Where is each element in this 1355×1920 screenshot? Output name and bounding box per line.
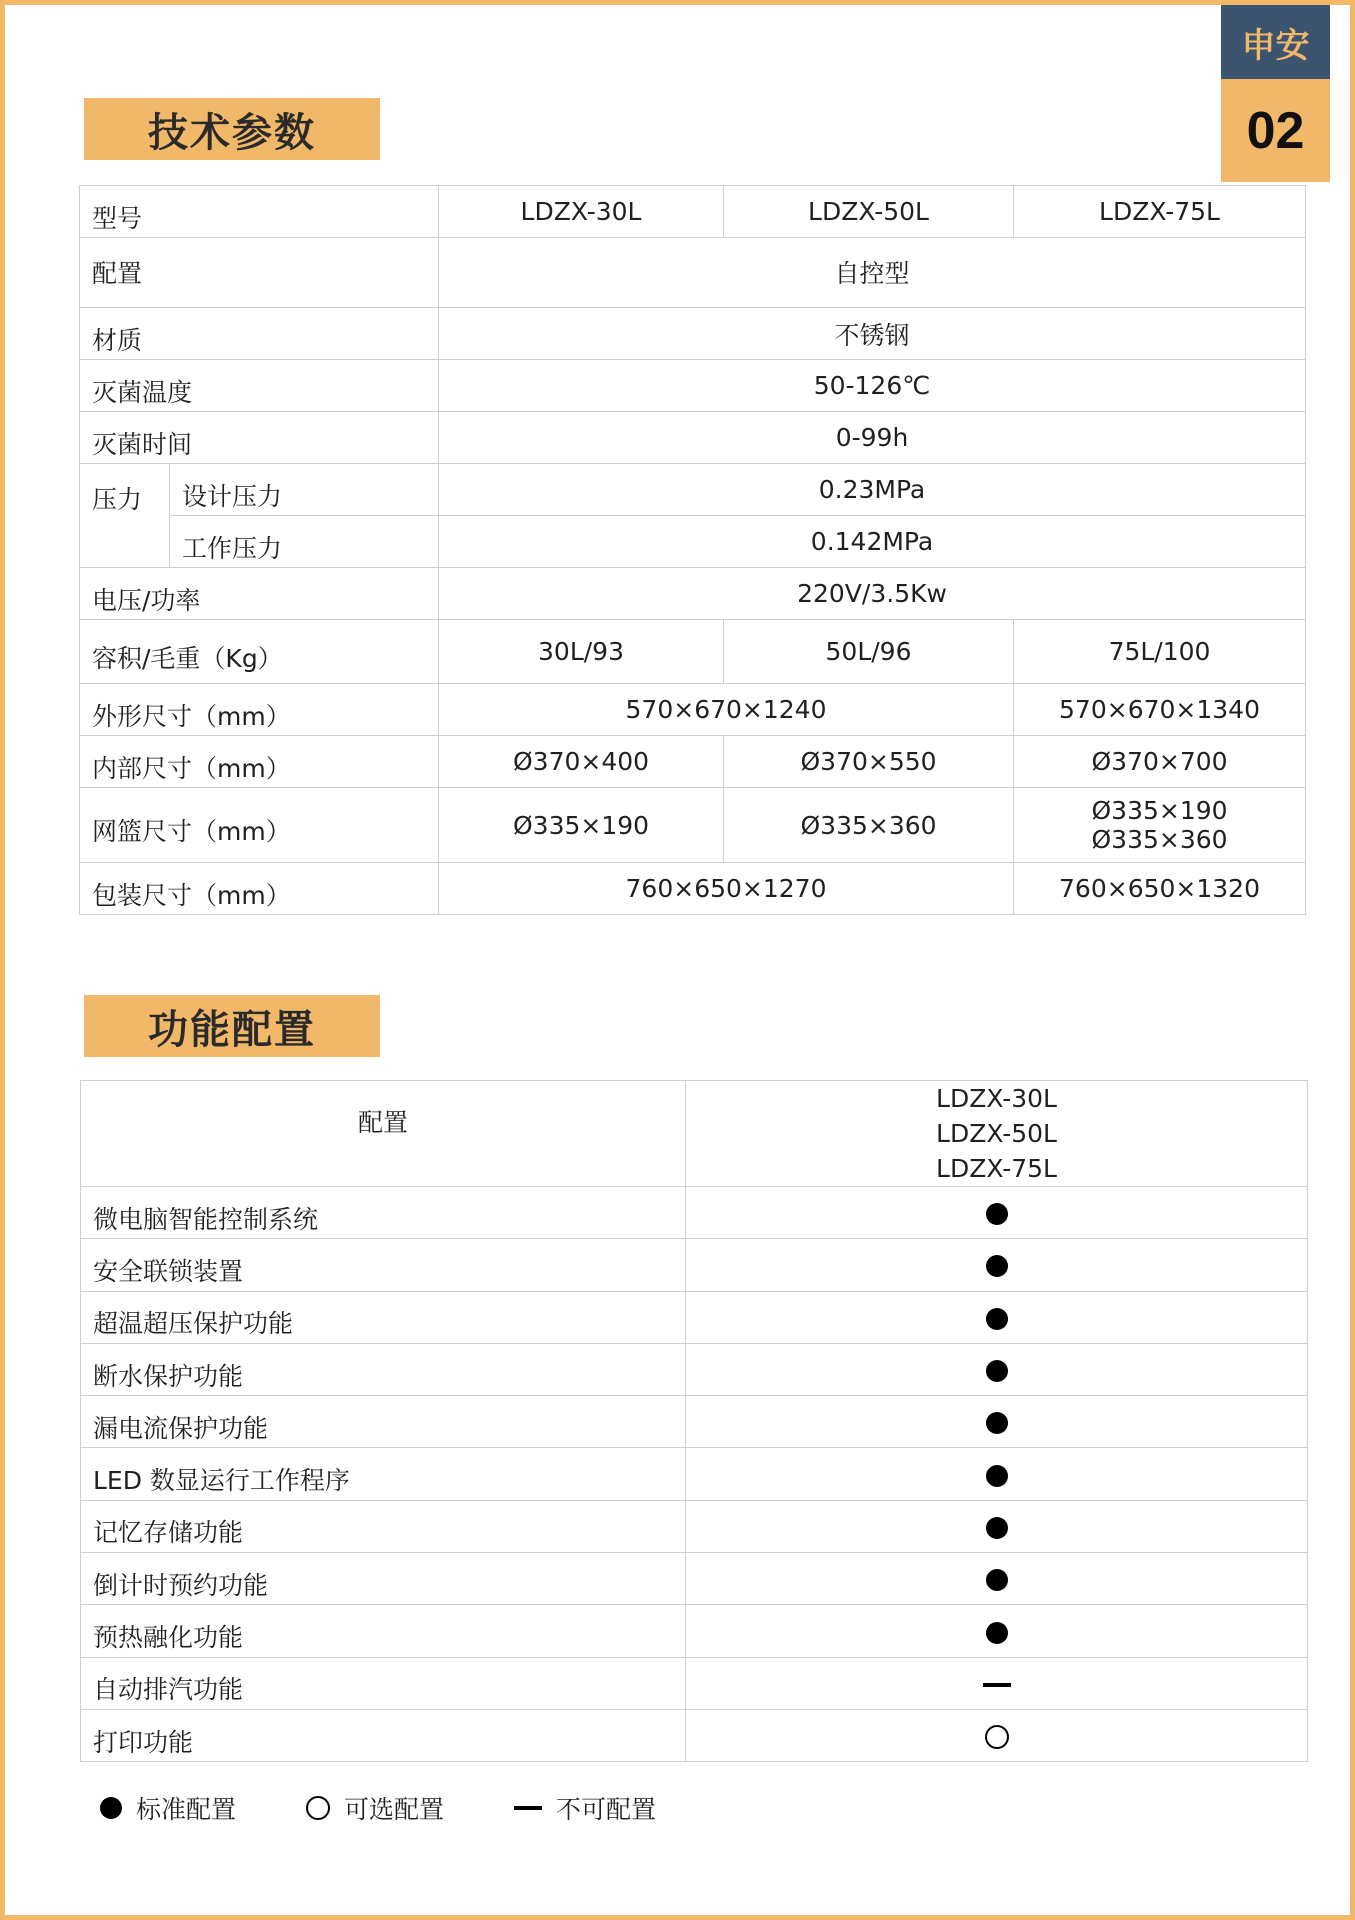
page-number: 02 xyxy=(1221,79,1330,182)
feature-mark xyxy=(686,1553,1308,1605)
row-label: 灭菌时间 xyxy=(80,412,439,464)
open-circle-icon xyxy=(985,1725,1009,1749)
table-row xyxy=(80,516,1306,568)
legend xyxy=(100,1790,726,1826)
cell: 自控型 xyxy=(439,238,1306,308)
model-name: LDZX-50L xyxy=(936,1119,1057,1148)
feature-mark xyxy=(686,1343,1308,1395)
cell: 0.23MPa xyxy=(439,464,1306,516)
open-circle-icon xyxy=(306,1796,330,1820)
filled-circle-icon xyxy=(100,1797,122,1819)
table-row xyxy=(81,1553,1308,1605)
func-section-title: 功能配置 xyxy=(84,995,380,1057)
table-row xyxy=(81,1187,1308,1239)
table-row xyxy=(81,1396,1308,1448)
feature-mark xyxy=(686,1448,1308,1500)
legend-optional xyxy=(306,1790,444,1826)
table-row xyxy=(80,186,1306,238)
cell: 不锈钢 xyxy=(439,308,1306,360)
filled-circle-icon xyxy=(986,1412,1008,1434)
row-label: 灭菌温度 xyxy=(80,360,439,412)
feature-mark xyxy=(686,1709,1308,1761)
table-row xyxy=(81,1709,1308,1761)
table-row xyxy=(81,1448,1308,1500)
model-name: LDZX-75L xyxy=(936,1154,1057,1183)
table-header-row xyxy=(81,1081,1308,1187)
cell: LDZX-30L xyxy=(439,186,724,238)
cell: 760×650×1270 xyxy=(439,863,1014,915)
feature-label: 打印功能 xyxy=(81,1709,686,1761)
table-row xyxy=(81,1500,1308,1552)
sub-label: 设计压力 xyxy=(170,464,439,516)
legend-label: 标准配置 xyxy=(136,1795,237,1824)
feature-label: 倒计时预约功能 xyxy=(81,1553,686,1605)
table-row xyxy=(80,360,1306,412)
filled-circle-icon xyxy=(986,1622,1008,1644)
cell: 30L/93 xyxy=(439,620,724,684)
feature-label: 漏电流保护功能 xyxy=(81,1396,686,1448)
feature-label: 自动排汽功能 xyxy=(81,1657,686,1709)
cell-line: Ø335×360 xyxy=(1091,825,1228,854)
filled-circle-icon xyxy=(986,1360,1008,1382)
feature-mark xyxy=(686,1500,1308,1552)
row-label: 内部尺寸（mm） xyxy=(80,736,439,788)
cell: 50L/96 xyxy=(724,620,1014,684)
sub-label: 工作压力 xyxy=(170,516,439,568)
feature-mark xyxy=(686,1187,1308,1239)
row-label: 外形尺寸（mm） xyxy=(80,684,439,736)
table-row xyxy=(80,684,1306,736)
table-row xyxy=(81,1343,1308,1395)
legend-unavailable xyxy=(514,1790,656,1826)
cell: Ø335×360 xyxy=(724,788,1014,863)
feature-mark xyxy=(686,1239,1308,1291)
cell: 570×670×1240 xyxy=(439,684,1014,736)
feature-label: LED 数显运行工作程序 xyxy=(81,1448,686,1500)
feature-mark xyxy=(686,1291,1308,1343)
dash-icon xyxy=(514,1806,542,1810)
cell xyxy=(1014,788,1306,863)
table-row xyxy=(80,736,1306,788)
row-label: 包装尺寸（mm） xyxy=(80,863,439,915)
table-row xyxy=(80,308,1306,360)
function-table xyxy=(80,1080,1308,1762)
feature-label: 断水保护功能 xyxy=(81,1343,686,1395)
cell: 50-126℃ xyxy=(439,360,1306,412)
row-label: 电压/功率 xyxy=(80,568,439,620)
cell-line: Ø335×190 xyxy=(1091,796,1228,825)
table-row xyxy=(81,1605,1308,1657)
header-label: 配置 xyxy=(81,1081,686,1187)
cell: 0.142MPa xyxy=(439,516,1306,568)
filled-circle-icon xyxy=(986,1308,1008,1330)
feature-label: 安全联锁装置 xyxy=(81,1239,686,1291)
row-label: 型号 xyxy=(80,186,439,238)
table-row xyxy=(80,238,1306,308)
cell: Ø335×190 xyxy=(439,788,724,863)
legend-label: 可选配置 xyxy=(344,1795,445,1824)
table-row xyxy=(81,1657,1308,1709)
filled-circle-icon xyxy=(986,1465,1008,1487)
table-row xyxy=(80,464,1306,516)
feature-mark xyxy=(686,1657,1308,1709)
model-name: LDZX-30L xyxy=(936,1084,1057,1113)
table-row xyxy=(80,620,1306,684)
cell: Ø370×700 xyxy=(1014,736,1306,788)
cell: 220V/3.5Kw xyxy=(439,568,1306,620)
table-row xyxy=(80,788,1306,863)
filled-circle-icon xyxy=(986,1517,1008,1539)
cell: 75L/100 xyxy=(1014,620,1306,684)
table-row xyxy=(80,568,1306,620)
row-label: 网篮尺寸（mm） xyxy=(80,788,439,863)
filled-circle-icon xyxy=(986,1203,1008,1225)
header-models xyxy=(686,1081,1308,1187)
table-row xyxy=(81,1239,1308,1291)
cell: 0-99h xyxy=(439,412,1306,464)
cell: 760×650×1320 xyxy=(1014,863,1306,915)
filled-circle-icon xyxy=(986,1569,1008,1591)
feature-label: 微电脑智能控制系统 xyxy=(81,1187,686,1239)
legend-label: 不可配置 xyxy=(556,1795,657,1824)
feature-mark xyxy=(686,1605,1308,1657)
row-label: 材质 xyxy=(80,308,439,360)
cell: 570×670×1340 xyxy=(1014,684,1306,736)
row-label: 容积/毛重（Kg） xyxy=(80,620,439,684)
brand-tab xyxy=(1221,5,1330,182)
feature-label: 超温超压保护功能 xyxy=(81,1291,686,1343)
table-row xyxy=(80,863,1306,915)
row-label: 配置 xyxy=(80,238,439,308)
cell: Ø370×400 xyxy=(439,736,724,788)
table-row xyxy=(81,1291,1308,1343)
cell: LDZX-75L xyxy=(1014,186,1306,238)
table-row xyxy=(80,412,1306,464)
feature-label: 预热融化功能 xyxy=(81,1605,686,1657)
feature-mark xyxy=(686,1396,1308,1448)
cell: LDZX-50L xyxy=(724,186,1014,238)
feature-label: 记忆存储功能 xyxy=(81,1500,686,1552)
cell: Ø370×550 xyxy=(724,736,1014,788)
row-label: 压力 xyxy=(80,464,170,568)
dash-icon xyxy=(983,1683,1011,1687)
filled-circle-icon xyxy=(986,1255,1008,1277)
spec-section-title: 技术参数 xyxy=(84,98,380,160)
brand-name: 申安 xyxy=(1221,5,1330,79)
legend-standard xyxy=(100,1790,236,1826)
spec-table xyxy=(79,185,1306,915)
